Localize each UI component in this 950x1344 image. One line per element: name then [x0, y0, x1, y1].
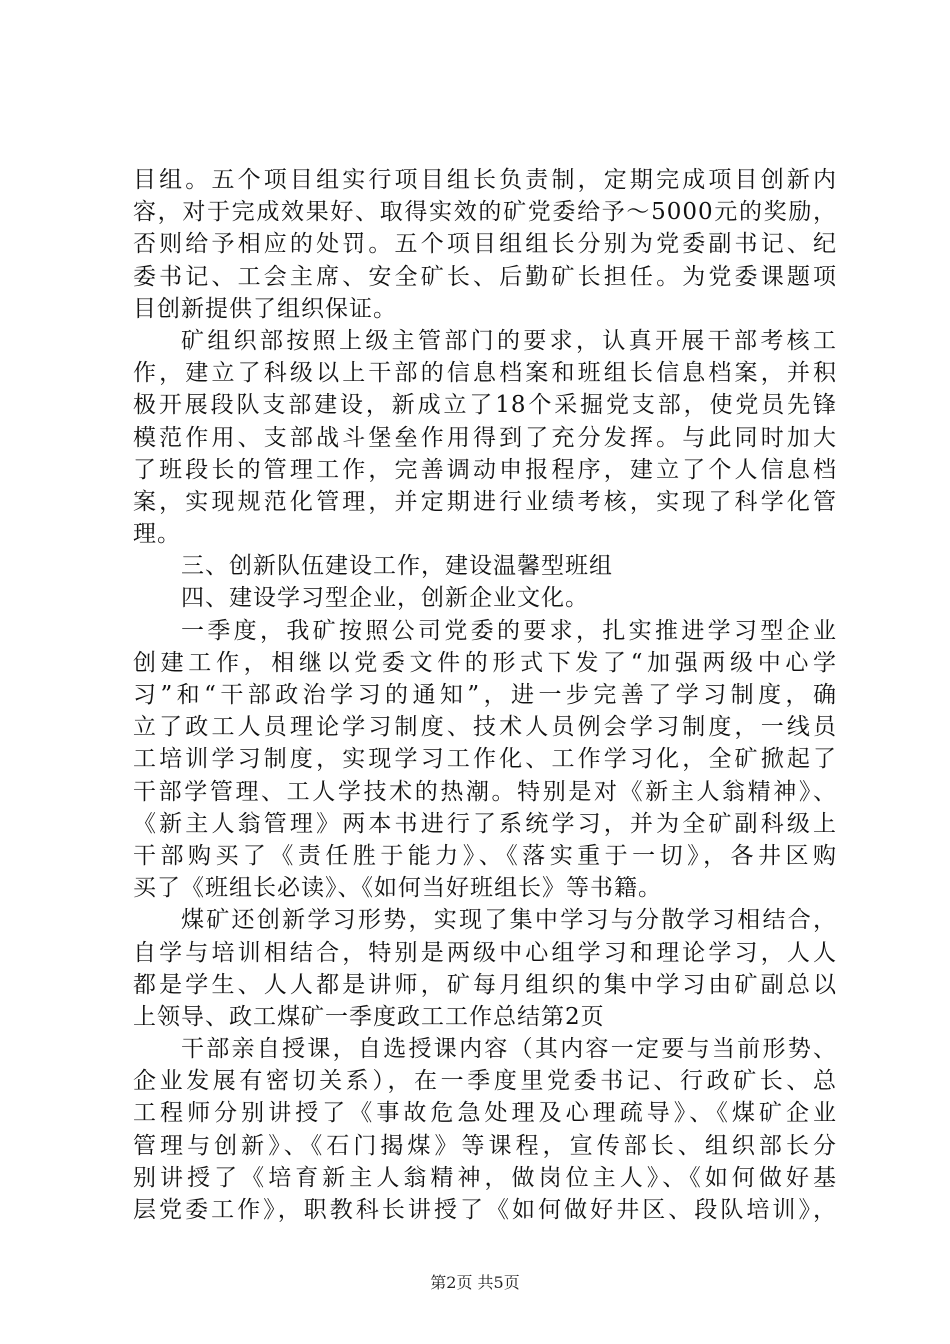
text-line: 企业发展有密切关系），在一季度里党委书记、行政矿长、总 [133, 1068, 837, 1095]
text-line: 别讲授了《培育新主人翁精神，做岗位主人》、《如何做好基 [133, 1164, 837, 1191]
text-line: 都是学生、人人都是讲师，矿每月组织的集中学习由矿副总以 [133, 971, 837, 998]
text-line: 理。 [133, 521, 181, 548]
text-line: 模范作用、支部战斗堡垒作用得到了充分发挥。与此同时加大 [133, 424, 837, 451]
text-line: 极开展段队支部建设，新成立了18个采掘党支部，使党员先锋 [133, 392, 837, 419]
text-line: 习”和“干部政治学习的通知”，进一步完善了学习制度，确 [133, 682, 837, 708]
text-line: 作，建立了科级以上干部的信息档案和班组长信息档案，并积 [133, 360, 837, 387]
text-line: 干部学管理、工人学技术的热潮。特别是对《新主人翁精神》、 [133, 778, 837, 805]
text-line: 目创新提供了组织保证。 [133, 295, 397, 322]
text-line: 矿组织部按照上级主管部门的要求，认真开展干部考核工 [181, 327, 837, 354]
text-line: 立了政工人员理论学习制度、技术人员例会学习制度，一线员 [133, 714, 837, 741]
text-line: 买了《班组长必读》、《如何当好班组长》等书籍。 [133, 875, 662, 902]
text-line: 上领导、政工煤矿一季度政工工作总结第2页 [133, 1003, 605, 1030]
text-line: 工程师分别讲授了《事故危急处理及心理疏导》、《煤矿企业 [133, 1100, 837, 1127]
text-line: 管理与创新》、《石门揭煤》等课程，宣传部长、组织部长分 [133, 1132, 837, 1159]
text-line: 目组。五个项目组实行项目组长负责制，定期完成项目创新内 [133, 167, 837, 193]
page-footer: 第2页 共5页 [430, 1273, 520, 1292]
text-line: 否则给予相应的处罚。五个项目组组长分别为党委副书记、纪 [133, 231, 837, 258]
document-body [133, 164, 837, 1226]
text-line: 《新主人翁管理》两本书进行了系统学习，并为全矿副科级上 [133, 810, 837, 837]
text-line: 工培训学习制度，实现学习工作化、工作学习化，全矿掀起了 [133, 746, 837, 773]
text-line: 干部购买了《责任胜于能力》、《落实重于一切》，各井区购 [133, 842, 837, 869]
text-line: 了班段长的管理工作，完善调动申报程序，建立了个人信息档 [133, 456, 837, 483]
text-line: 创建工作，相继以党委文件的形式下发了“加强两级中心学 [133, 649, 837, 676]
text-line: 三、创新队伍建设工作，建设温馨型班组 [181, 553, 613, 580]
text-line: 煤矿还创新学习形势，实现了集中学习与分散学习相结合， [181, 907, 837, 934]
text-line: 层党委工作》，职教科长讲授了《如何做好井区、段队培训》， [133, 1197, 837, 1223]
text-line: 容，对于完成效果好、取得实效的矿党委给予～5000元的奖励， [133, 199, 837, 226]
text-line: 自学与培训相结合，特别是两级中心组学习和理论学习，人人 [133, 939, 837, 966]
text-line: 案，实现规范化管理，并定期进行业绩考核，实现了科学化管 [133, 488, 837, 515]
text-line: 四、建设学习型企业，创新企业文化。 [181, 585, 589, 612]
text-line: 一季度，我矿按照公司党委的要求，扎实推进学习型企业 [181, 617, 837, 644]
text-line: 干部亲自授课，自选授课内容（其内容一定要与当前形势、 [181, 1036, 837, 1063]
text-line: 委书记、工会主席、安全矿长、后勤矿长担任。为党委课题项 [133, 263, 837, 290]
